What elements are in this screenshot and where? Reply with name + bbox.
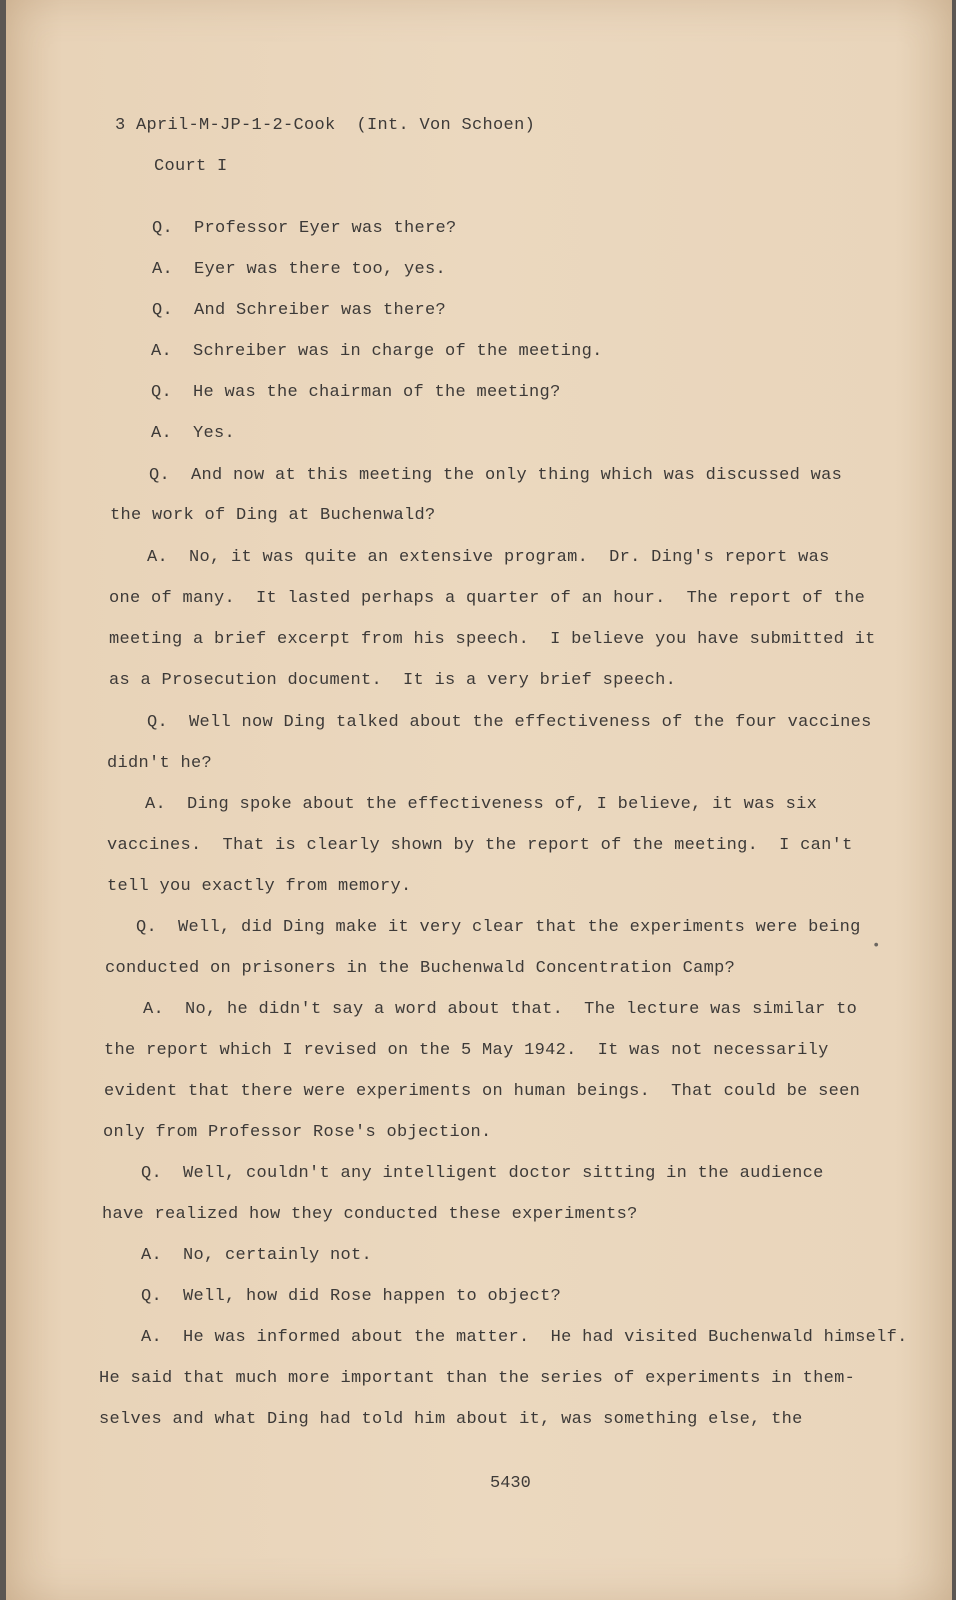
document-page: [6, 0, 952, 1600]
transcript-line: He said that much more important than the series of experiments in them-: [99, 1369, 856, 1388]
transcript-line: conducted on prisoners in the Buchenwald Concentration Camp?: [105, 959, 736, 978]
transcript-line: A. No, it was quite an extensive program. Dr. Ding's report was: [147, 548, 830, 567]
transcript-line: A. Schreiber was in charge of the meeting.: [151, 342, 603, 361]
transcript-line: selves and what Ding had told him about it, was something else, the: [99, 1410, 803, 1429]
transcript-line: A. Yes.: [151, 424, 236, 443]
transcript-line: A. Eyer was there too, yes.: [152, 260, 447, 279]
transcript-line: Q. Well, how did Rose happen to object?: [141, 1287, 562, 1306]
transcript-line: A. He was informed about the matter. He had visited Buchenwald himself.: [141, 1328, 908, 1347]
transcript-line: the work of Ding at Buchenwald?: [110, 506, 436, 525]
transcript-line: A. Ding spoke about the effectiveness of, I believe, it was six: [145, 795, 818, 814]
page-number: 5430: [490, 1474, 531, 1493]
court-label: Court I: [154, 157, 228, 176]
transcript-line: didn't he?: [107, 754, 213, 773]
transcript-line: tell you exactly from memory.: [107, 877, 412, 896]
transcript-line: only from Professor Rose's objection.: [103, 1123, 492, 1142]
transcript-line: Q. Professor Eyer was there?: [152, 219, 457, 238]
transcript-line: the report which I revised on the 5 May 1942. It was not necessarily: [104, 1041, 829, 1060]
transcript-line: one of many. It lasted perhaps a quarter of an hour. The report of the: [109, 589, 866, 608]
transcript-line: as a Prosecution document. It is a very brief speech.: [109, 671, 677, 690]
transcript-line: Q. He was the chairman of the meeting?: [151, 383, 561, 402]
transcript-line: evident that there were experiments on human beings. That could be seen: [104, 1082, 861, 1101]
transcript-line: Q. Well now Ding talked about the effectiveness of the four vaccines: [147, 713, 872, 732]
transcript-line: A. No, he didn't say a word about that. The lecture was similar to: [143, 1000, 858, 1019]
transcript-line: Q. Well, did Ding make it very clear that the experiments were being: [136, 918, 861, 937]
transcript-line: have realized how they conducted these experiments?: [102, 1205, 638, 1224]
transcript-line: A. No, certainly not.: [141, 1246, 373, 1265]
margin-mark: •: [872, 938, 881, 954]
transcript-line: vaccines. That is clearly shown by the report of the meeting. I can't: [107, 836, 853, 855]
header-reference: 3 April-M-JP-1-2-Cook (Int. Von Schoen): [115, 116, 536, 135]
transcript-line: Q. And Schreiber was there?: [152, 301, 447, 320]
transcript-line: Q. And now at this meeting the only thing which was discussed was: [149, 466, 843, 485]
transcript-line: meeting a brief excerpt from his speech. I believe you have submitted it: [109, 630, 876, 649]
transcript-line: Q. Well, couldn't any intelligent doctor sitting in the audience: [141, 1164, 824, 1183]
